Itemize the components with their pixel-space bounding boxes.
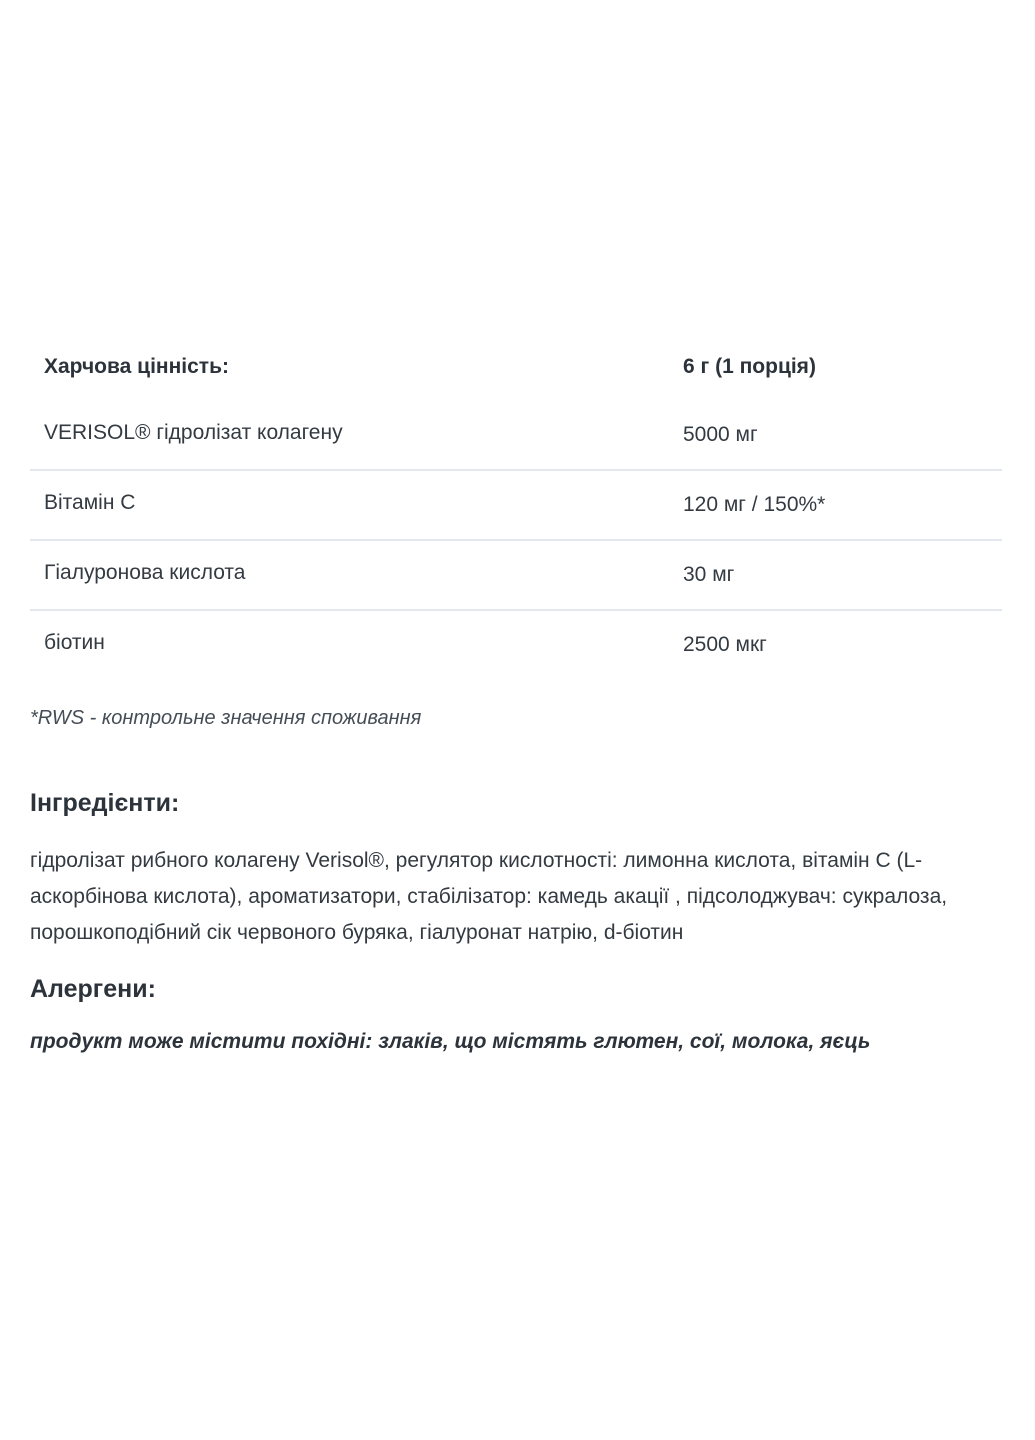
nutrition-header-row [30, 333, 1002, 401]
nutrient-value: 30 мг [669, 540, 1002, 610]
allergens-text: продукт може містити похідні: злаків, що містять глютен, сої, молока, яєць [30, 1030, 871, 1053]
ingredients-heading: Інгредієнти: [30, 789, 180, 817]
nutrient-name: Гіалуронова кислота [30, 538, 669, 608]
ingredients-text: гідролізат рибного колагену Verisol®, регулятор кислотності: лимонна кислота, вітамін С (L-аскорбінова кислота), ароматизатори, стабілізатор: камедь акації , підсолоджувач: сукралоза, порошкоподібний сік червоного буряка, гіалуронат натрію, d-біотин [30, 849, 948, 944]
table-row [30, 540, 1002, 610]
nutrient-name: Вітамін С [30, 468, 669, 538]
table-row [30, 470, 1002, 540]
rws-footnote: *RWS - контрольне значення споживання [30, 707, 422, 729]
nutrition-table [30, 333, 1002, 679]
nutrient-name: біотин [44, 631, 105, 654]
nutrient-name: VERISOL® гідролізат колагену [30, 399, 669, 468]
nutrient-value: 120 мг / 150%* [669, 470, 1002, 540]
nutrition-header-value: 6 г (1 порція) [683, 355, 816, 378]
nutrient-value: 5000 мг [669, 401, 1002, 470]
nutrient-value: 2500 мкг [683, 633, 767, 656]
nutrition-header-name: Харчова цінність: [44, 355, 229, 378]
allergens-heading: Алергени: [30, 975, 156, 1003]
table-row [30, 401, 1002, 470]
table-row [30, 610, 1002, 679]
